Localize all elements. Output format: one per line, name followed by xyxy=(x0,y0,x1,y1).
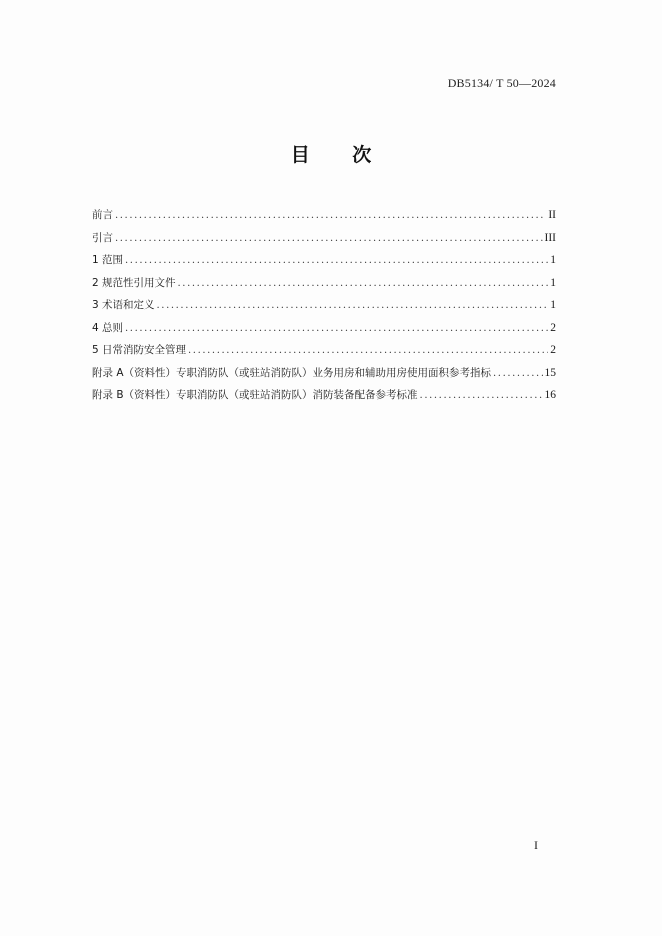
toc-dot-leader xyxy=(493,363,542,386)
toc-entry-appendix-b[interactable] xyxy=(92,384,556,407)
toc-entry-general[interactable] xyxy=(92,317,556,340)
toc-entry-introduction[interactable] xyxy=(92,227,556,250)
toc-dot-leader xyxy=(157,295,549,318)
toc-entry-label: 2 规范性引用文件 xyxy=(92,276,176,289)
toc-dot-leader xyxy=(420,385,543,408)
toc-entry-label: 1 范围 xyxy=(92,254,124,266)
toc-entry-label: 引言 xyxy=(92,231,113,244)
toc-entry-label: 前言 xyxy=(92,209,113,221)
toc-dot-leader xyxy=(125,318,548,341)
toc-entry-page: 2 xyxy=(550,321,556,334)
toc-dot-leader xyxy=(188,340,548,363)
toc-dot-leader xyxy=(125,250,548,273)
page-title: 目 次 xyxy=(290,144,390,166)
page-number: I xyxy=(534,838,538,852)
toc-entry-page: 1 xyxy=(550,254,556,266)
toc-entry-page: 15 xyxy=(544,366,556,379)
document-code: DB5134/ T 50—2024 xyxy=(447,76,556,90)
toc-entry-page: 2 xyxy=(550,344,556,356)
toc-entry-label: 3 术语和定义 xyxy=(92,299,155,311)
toc-entry-label: 4 总则 xyxy=(92,321,124,334)
toc-entry-normative-references[interactable] xyxy=(92,272,556,295)
toc-dot-leader xyxy=(115,228,543,251)
toc-entry-page: 1 xyxy=(550,276,556,289)
table-of-contents xyxy=(92,204,556,407)
toc-dot-leader xyxy=(178,273,549,296)
toc-entry-daily-fire-safety[interactable] xyxy=(92,339,556,362)
toc-dot-leader xyxy=(115,205,546,228)
toc-entry-scope[interactable] xyxy=(92,249,556,272)
toc-entry-page: III xyxy=(544,231,556,244)
toc-entry-foreword[interactable] xyxy=(92,204,556,227)
toc-entry-appendix-a[interactable] xyxy=(92,362,556,385)
toc-entry-label: 附录 B（资料性）专职消防队（或驻站消防队）消防装备配备参考标准 xyxy=(92,389,418,401)
toc-entry-label: 附录 A（资料性）专职消防队（或驻站消防队）业务用房和辅助用房使用面积参考指标 xyxy=(92,366,492,379)
toc-entry-page: II xyxy=(548,209,556,221)
toc-entry-page: 1 xyxy=(550,299,556,311)
toc-entry-page: 16 xyxy=(544,389,556,401)
toc-entry-terms-definitions[interactable] xyxy=(92,294,556,317)
toc-entry-label: 5 日常消防安全管理 xyxy=(92,344,187,356)
